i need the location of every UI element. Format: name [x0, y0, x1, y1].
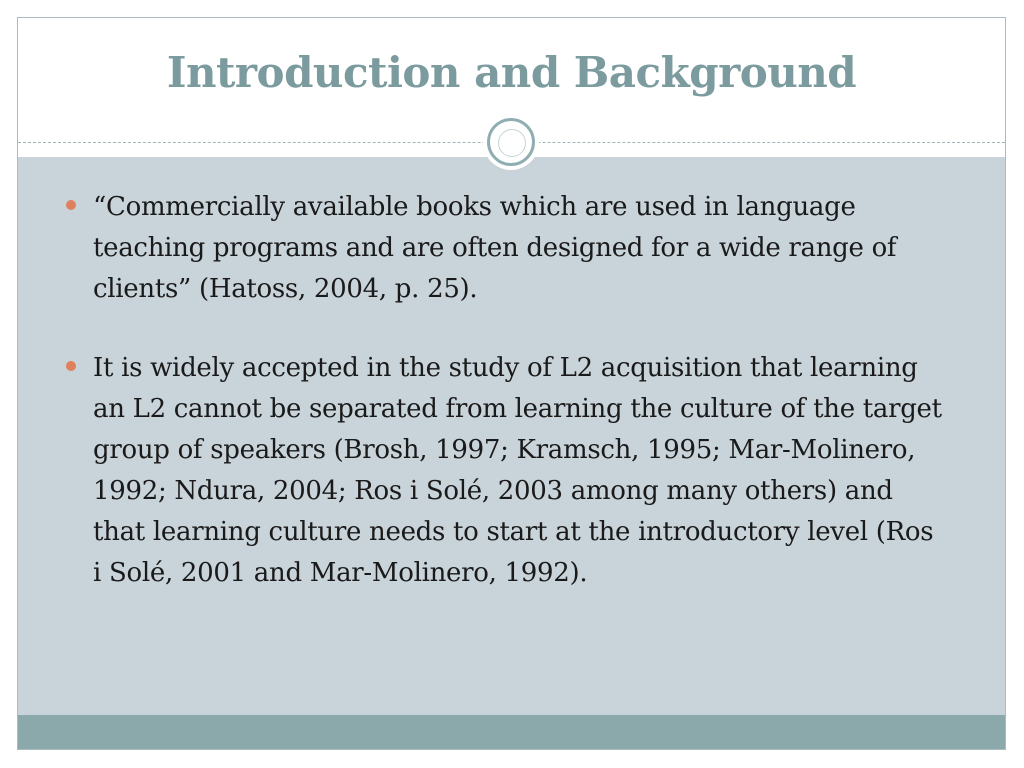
bullet-text-2: It is widely accepted in the study of L2 acquisition that learning an L2 cannot be separated from learning the culture of the target group of speakers (Brosh, 1997; Kramsch, 1995; Mar-Molinero, 1992; Ndura, 2004; Ros i Solé, 2003 among many others) and that learning culture needs to start at the introductory level (Ros i Solé, 2001 and Mar-Molinero, 1992).	[93, 353, 942, 588]
bullet-dot-icon	[66, 361, 76, 371]
circle-ornament-icon	[483, 114, 539, 170]
bullet-item-2	[18, 348, 1005, 594]
slide-title: Introduction and Background	[166, 48, 857, 97]
slide-frame	[17, 17, 1006, 750]
footer-bar	[18, 715, 1005, 750]
slide-content	[18, 157, 1005, 715]
ornament-ring	[487, 118, 535, 166]
bullet-dot-icon	[66, 200, 76, 210]
bullet-list	[18, 187, 1005, 632]
ornament-ring-inner	[498, 129, 526, 157]
bullet-text-1: “Commercially available books which are used in language teaching programs and are often designed for a wide range of clients” (Hatoss, 2004, p. 25).	[93, 192, 897, 304]
bullet-item-1	[18, 187, 1005, 310]
